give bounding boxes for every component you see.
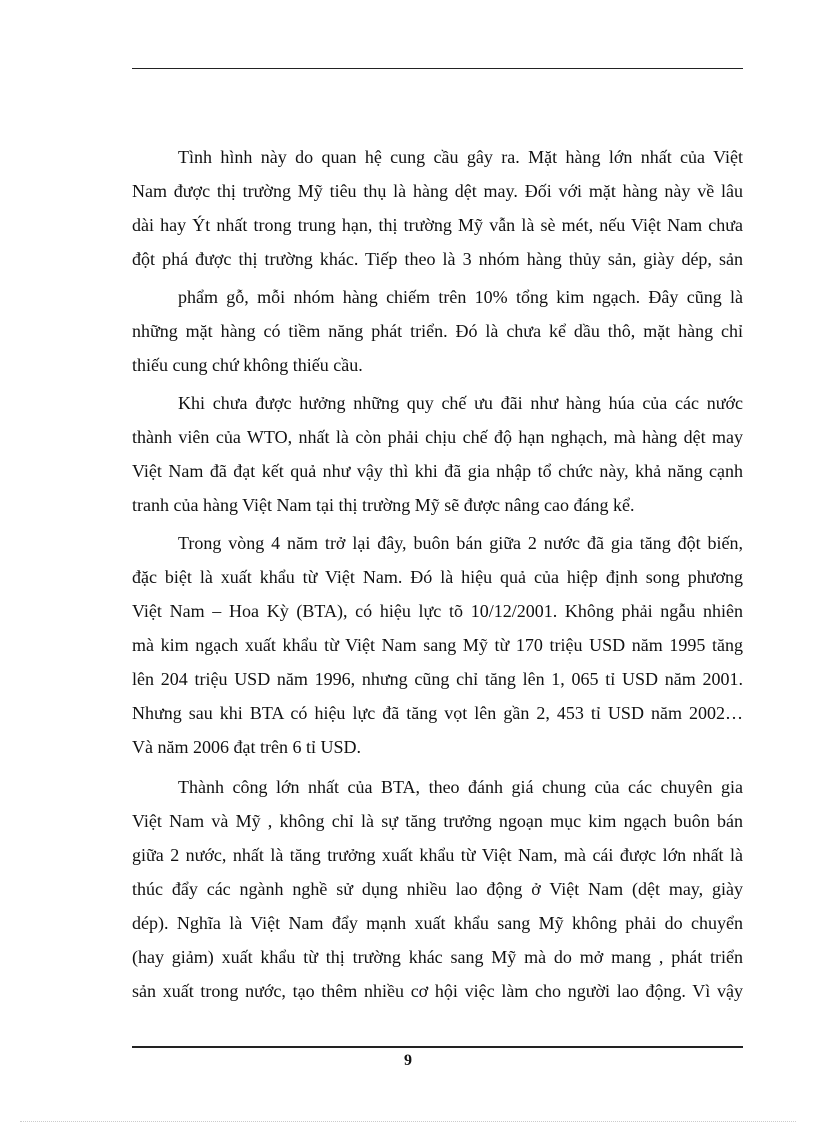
text-line: Nam được thị trường Mỹ tiêu thụ là hàng dệt may. Đối với mặt hàng này về lâu bbox=[132, 181, 743, 201]
text-line: lên 204 triệu USD năm 1996, nhưng cũng chỉ tăng lên 1, 065 tỉ USD năm 2001. bbox=[132, 669, 743, 689]
text-line: tranh của hàng Việt Nam tại thị trường Mỹ sẽ được nâng cao đáng kể. bbox=[132, 495, 635, 515]
text-line: Tình hình này do quan hệ cung cầu gây ra. Mặt hàng lớn nhất của Việt bbox=[178, 147, 743, 167]
text-line: giữa 2 nước, nhất là tăng trưởng xuất khẩu từ Việt Nam, mà cái được lớn nhất là bbox=[132, 845, 743, 865]
text-line: phẩm gỗ, mỗi nhóm hàng chiếm trên 10% tổng kim ngạch. Đây cũng là bbox=[178, 287, 743, 307]
text-line: Việt Nam và Mỹ , không chỉ là sự tăng trưởng ngoạn mục kim ngạch buôn bán bbox=[132, 811, 743, 831]
text-line: Việt Nam đã đạt kết quả như vậy thì khi đã gia nhập tổ chức này, khả năng cạnh bbox=[132, 461, 743, 481]
page-edge-dots bbox=[20, 1121, 796, 1122]
page-number: 9 bbox=[404, 1052, 412, 1069]
text-line: đột phá được thị trường khác. Tiếp theo là 3 nhóm hàng thủy sản, giày dép, sản bbox=[132, 249, 743, 269]
text-line: (hay giảm) xuất khẩu từ thị trường khác sang Mỹ mà do mở mang , phát triển bbox=[132, 947, 743, 967]
text-line: mà kim ngạch xuất khẩu từ Việt Nam sang Mỹ từ 170 triệu USD năm 1995 tăng bbox=[132, 635, 743, 655]
text-line: thúc đẩy các ngành nghề sử dụng nhiều lao động ở Việt Nam (dệt may, giày bbox=[132, 879, 743, 899]
header-rule bbox=[132, 68, 743, 69]
text-line: dài hay Ýt nhất trong trung hạn, thị trường Mỹ vẫn là sè mét, nếu Việt Nam chưa bbox=[132, 215, 743, 235]
text-line: Việt Nam – Hoa Kỳ (BTA), có hiệu lực tõ 10/12/2001. Không phải ngẫu nhiên bbox=[132, 601, 743, 621]
text-line: thành viên của WTO, nhất là còn phải chịu chế độ hạn nghạch, mà hàng dệt may bbox=[132, 427, 743, 447]
text-line: Nhưng sau khi BTA có hiệu lực đã tăng vọt lên gần 2, 453 tỉ USD năm 2002… bbox=[132, 703, 743, 723]
text-line: sản xuất trong nước, tạo thêm nhiều cơ hội việc làm cho người lao động. Vì vậy bbox=[132, 981, 743, 1001]
text-line: đặc biệt là xuất khẩu từ Việt Nam. Đó là hiệu quả của hiệp định song phương bbox=[132, 567, 743, 587]
text-line: Và năm 2006 đạt trên 6 tỉ USD. bbox=[132, 737, 361, 757]
text-line: Thành công lớn nhất của BTA, theo đánh giá chung của các chuyên gia bbox=[178, 777, 743, 797]
text-line: Khi chưa được hưởng những quy chế ưu đãi như hàng húa của các nước bbox=[178, 393, 743, 413]
text-line: Trong vòng 4 năm trở lại đây, buôn bán giữa 2 nước đã gia tăng đột biến, bbox=[178, 533, 743, 553]
text-line: những mặt hàng có tiềm năng phát triển. Đó là chưa kể dầu thô, mặt hàng chỉ bbox=[132, 321, 743, 341]
text-line: dép). Nghĩa là Việt Nam đẩy mạnh xuất khẩu sang Mỹ không phải do chuyển bbox=[132, 913, 743, 933]
text-line: thiếu cung chứ không thiếu cầu. bbox=[132, 355, 363, 375]
footer-rule bbox=[132, 1046, 743, 1048]
